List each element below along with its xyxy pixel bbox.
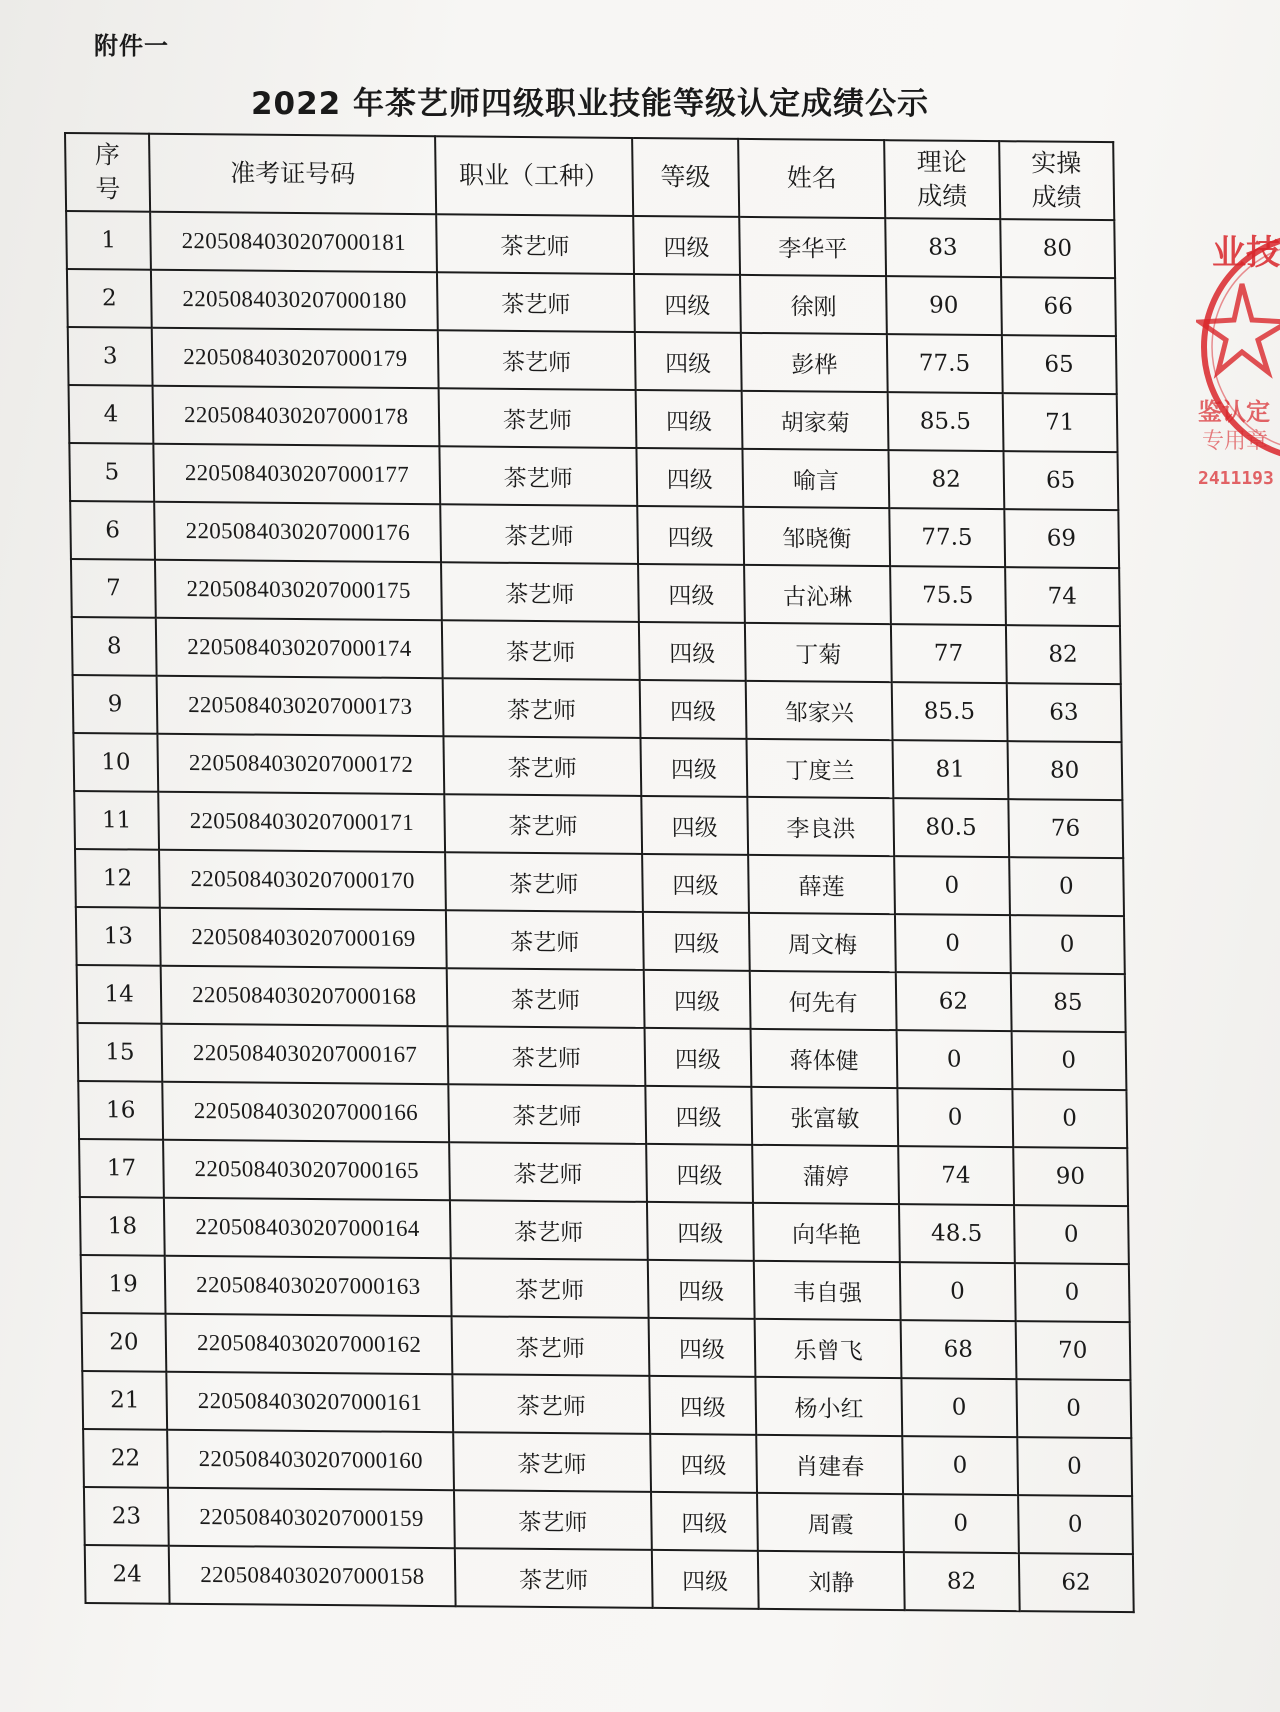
- theory-score-cell: 0: [900, 1262, 1015, 1321]
- occupation-cell: 茶艺师: [450, 1200, 647, 1260]
- level-cell: 四级: [635, 390, 742, 449]
- table-row: [73, 675, 1122, 742]
- exam-id-cell: 2205084030207000170: [159, 850, 446, 910]
- header-exam-id: 准考证号码: [149, 134, 436, 214]
- exam-id-cell: 2205084030207000175: [155, 560, 442, 620]
- theory-score-cell: 77: [891, 624, 1006, 683]
- exam-id-cell: 2205084030207000167: [162, 1024, 449, 1084]
- exam-id-cell: 2205084030207000169: [160, 908, 447, 968]
- exam-id-cell: 2205084030207000160: [167, 1430, 454, 1490]
- practice-score-cell: 0: [1009, 857, 1124, 916]
- level-cell: 四级: [642, 854, 749, 913]
- exam-id-cell: 2205084030207000158: [169, 1546, 456, 1606]
- row-index: 6: [70, 501, 155, 560]
- seal-text-middle: 鉴认定: [1198, 397, 1270, 426]
- level-cell: 四级: [638, 564, 745, 623]
- practice-score-cell: 85: [1010, 973, 1125, 1032]
- name-cell: 周文梅: [749, 913, 896, 972]
- practice-score-cell: 0: [1011, 1031, 1126, 1090]
- practice-score-cell: 0: [1017, 1437, 1132, 1496]
- practice-score-cell: 80: [1007, 741, 1122, 800]
- theory-score-cell: 62: [896, 972, 1011, 1031]
- practice-score-cell: 76: [1008, 799, 1123, 858]
- occupation-cell: 茶艺师: [437, 272, 634, 332]
- theory-score-cell: 80.5: [893, 798, 1008, 857]
- practice-score-cell: 63: [1006, 683, 1121, 742]
- header-practice: [999, 141, 1115, 220]
- exam-id-cell: 2205084030207000163: [165, 1256, 452, 1316]
- level-cell: 四级: [636, 448, 743, 507]
- occupation-cell: 茶艺师: [443, 678, 640, 738]
- seal-text-top: 业技: [1212, 233, 1280, 273]
- level-cell: 四级: [646, 1144, 753, 1203]
- level-cell: 四级: [647, 1260, 754, 1319]
- name-cell: 邹晓衡: [743, 507, 890, 566]
- name-cell: 肖建春: [756, 1435, 903, 1494]
- theory-score-cell: 81: [893, 740, 1008, 799]
- table-row: [69, 443, 1118, 510]
- practice-score-cell: 0: [1014, 1263, 1129, 1322]
- occupation-cell: 茶艺师: [453, 1432, 650, 1492]
- table-header-row: [65, 133, 1114, 220]
- row-index: 2: [67, 269, 152, 328]
- exam-id-cell: 2205084030207000174: [156, 618, 443, 678]
- level-cell: 四级: [634, 274, 741, 333]
- level-cell: 四级: [638, 622, 745, 681]
- theory-score-cell: 82: [904, 1552, 1019, 1611]
- header-theory: [884, 140, 1000, 219]
- table-row: [71, 559, 1120, 626]
- practice-score-cell: 0: [1016, 1379, 1131, 1438]
- row-index: 15: [77, 1023, 162, 1082]
- level-cell: 四级: [651, 1492, 758, 1551]
- theory-score-cell: 68: [901, 1320, 1016, 1379]
- practice-score-cell: 80: [1000, 219, 1115, 278]
- name-cell: 李华平: [739, 217, 886, 276]
- exam-id-cell: 2205084030207000171: [158, 792, 445, 852]
- occupation-cell: 茶艺师: [436, 214, 633, 274]
- occupation-cell: 茶艺师: [445, 852, 642, 912]
- level-cell: 四级: [645, 1086, 752, 1145]
- row-index: 9: [73, 675, 158, 734]
- row-index: 23: [84, 1487, 169, 1546]
- seal-star-icon: [1200, 284, 1280, 372]
- row-index: 7: [71, 559, 156, 618]
- score-table: [64, 132, 1135, 1613]
- header-theory-line1: 理论: [916, 147, 967, 177]
- occupation-cell: 茶艺师: [438, 330, 635, 390]
- row-index: 19: [81, 1255, 166, 1314]
- exam-id-cell: 2205084030207000159: [168, 1488, 455, 1548]
- table-row: [79, 1139, 1128, 1206]
- level-cell: 四级: [633, 216, 740, 275]
- level-cell: 四级: [643, 912, 750, 971]
- name-cell: 胡家菊: [742, 391, 889, 450]
- score-table-body: [66, 211, 1134, 1612]
- level-cell: 四级: [640, 738, 747, 797]
- name-cell: 蒋体健: [751, 1029, 898, 1088]
- table-row: [69, 385, 1118, 452]
- name-cell: 彭桦: [741, 333, 888, 392]
- attachment-label: 附件一: [94, 32, 169, 60]
- row-index: 8: [72, 617, 157, 676]
- theory-score-cell: 0: [894, 856, 1009, 915]
- practice-score-cell: 70: [1015, 1321, 1130, 1380]
- name-cell: 喻言: [743, 449, 890, 508]
- level-cell: 四级: [641, 796, 748, 855]
- theory-score-cell: 85.5: [888, 392, 1003, 451]
- practice-score-cell: 65: [1003, 451, 1118, 510]
- practice-score-cell: 90: [1013, 1147, 1128, 1206]
- name-cell: 韦自强: [754, 1261, 901, 1320]
- seal-ring: [1204, 235, 1280, 459]
- name-cell: 何先有: [750, 971, 897, 1030]
- practice-score-cell: 62: [1018, 1553, 1133, 1612]
- name-cell: 向华艳: [753, 1203, 900, 1262]
- theory-score-cell: 0: [901, 1378, 1016, 1437]
- occupation-cell: 茶艺师: [440, 504, 637, 564]
- practice-score-cell: 0: [1009, 915, 1124, 974]
- header-index-line1: 序: [94, 140, 121, 170]
- exam-id-cell: 2205084030207000164: [164, 1198, 451, 1258]
- name-cell: 张富敏: [752, 1087, 899, 1146]
- row-index: 4: [69, 385, 154, 444]
- occupation-cell: 茶艺师: [455, 1548, 652, 1608]
- theory-score-cell: 0: [895, 914, 1010, 973]
- header-theory-line2: 成绩: [916, 181, 968, 211]
- table-row: [74, 791, 1123, 858]
- occupation-cell: 茶艺师: [448, 1026, 645, 1086]
- header-practice-line2: 成绩: [1031, 182, 1082, 212]
- header-name: 姓名: [738, 139, 885, 218]
- table-row: [67, 269, 1116, 336]
- practice-score-cell: 0: [1014, 1205, 1129, 1264]
- occupation-cell: 茶艺师: [452, 1316, 649, 1376]
- header-index-line2: 号: [95, 174, 121, 204]
- practice-score-cell: 74: [1005, 567, 1120, 626]
- theory-score-cell: 83: [885, 218, 1000, 277]
- row-index: 5: [69, 443, 154, 502]
- occupation-cell: 茶艺师: [449, 1142, 646, 1202]
- theory-score-cell: 85.5: [892, 682, 1007, 741]
- table-row: [77, 965, 1126, 1032]
- row-index: 16: [78, 1081, 163, 1140]
- theory-score-cell: 0: [897, 1030, 1012, 1089]
- name-cell: 邹家兴: [746, 681, 893, 740]
- level-cell: 四级: [650, 1434, 757, 1493]
- name-cell: 周霞: [757, 1493, 904, 1552]
- exam-id-cell: 2205084030207000166: [162, 1082, 449, 1142]
- row-index: 3: [68, 327, 153, 386]
- practice-score-cell: 69: [1004, 509, 1119, 568]
- table-row: [84, 1487, 1133, 1554]
- table-row: [76, 907, 1125, 974]
- level-cell: 四级: [644, 1028, 751, 1087]
- occupation-cell: 茶艺师: [451, 1258, 648, 1318]
- exam-id-cell: 2205084030207000179: [152, 328, 439, 388]
- level-cell: 四级: [651, 1550, 758, 1609]
- seal-text-bottom: 专用章: [1202, 429, 1269, 454]
- practice-score-cell: 82: [1005, 625, 1120, 684]
- table-row: [73, 733, 1122, 800]
- level-cell: 四级: [637, 506, 744, 565]
- document-title: 2022 年茶艺师四级职业技能等级认定成绩公示: [250, 86, 930, 122]
- theory-score-cell: 0: [902, 1436, 1017, 1495]
- row-index: 18: [80, 1197, 165, 1256]
- header-level: 等级: [632, 138, 740, 217]
- exam-id-cell: 2205084030207000178: [153, 386, 440, 446]
- level-cell: 四级: [643, 970, 750, 1029]
- row-index: 12: [75, 849, 160, 908]
- table-row: [81, 1255, 1130, 1322]
- level-cell: 四级: [648, 1318, 755, 1377]
- table-row: [68, 327, 1117, 394]
- theory-score-cell: 48.5: [899, 1204, 1014, 1263]
- header-practice-line1: 实操: [1031, 148, 1082, 178]
- exam-id-cell: 2205084030207000165: [163, 1140, 450, 1200]
- row-index: 22: [83, 1429, 168, 1488]
- name-cell: 丁菊: [745, 623, 892, 682]
- practice-score-cell: 0: [1018, 1495, 1133, 1554]
- name-cell: 丁度兰: [747, 739, 894, 798]
- table-row: [77, 1023, 1126, 1090]
- theory-score-cell: 74: [898, 1146, 1013, 1205]
- row-index: 1: [66, 211, 151, 270]
- row-index: 21: [82, 1371, 167, 1430]
- theory-score-cell: 0: [897, 1088, 1012, 1147]
- table-row: [70, 501, 1119, 568]
- name-cell: 杨小红: [756, 1377, 903, 1436]
- occupation-cell: 茶艺师: [441, 562, 638, 622]
- occupation-cell: 茶艺师: [449, 1084, 646, 1144]
- row-index: 17: [79, 1139, 164, 1198]
- exam-id-cell: 2205084030207000172: [158, 734, 445, 794]
- row-index: 20: [81, 1313, 166, 1372]
- level-cell: 四级: [639, 680, 746, 739]
- table-row: [83, 1429, 1132, 1496]
- occupation-cell: 茶艺师: [447, 968, 644, 1028]
- occupation-cell: 茶艺师: [440, 446, 637, 506]
- theory-score-cell: 0: [903, 1494, 1018, 1553]
- row-index: 13: [76, 907, 161, 966]
- exam-id-cell: 2205084030207000176: [154, 502, 441, 562]
- practice-score-cell: 71: [1002, 393, 1117, 452]
- exam-id-cell: 2205084030207000162: [166, 1314, 453, 1374]
- exam-id-cell: 2205084030207000177: [153, 444, 440, 504]
- occupation-cell: 茶艺师: [446, 910, 643, 970]
- name-cell: 古沁琳: [744, 565, 891, 624]
- name-cell: 薛莲: [748, 855, 895, 914]
- name-cell: 乐曾飞: [755, 1319, 902, 1378]
- name-cell: 刘静: [758, 1551, 905, 1610]
- occupation-cell: 茶艺师: [445, 794, 642, 854]
- level-cell: 四级: [634, 332, 741, 391]
- exam-id-cell: 2205084030207000181: [150, 212, 437, 272]
- header-index: [65, 133, 150, 212]
- theory-score-cell: 82: [889, 450, 1004, 509]
- occupation-cell: 茶艺师: [444, 736, 641, 796]
- exam-id-cell: 2205084030207000180: [151, 270, 438, 330]
- row-index: 14: [77, 965, 162, 1024]
- table-row: [72, 617, 1121, 684]
- table-row: [82, 1371, 1131, 1438]
- name-cell: 李良洪: [748, 797, 895, 856]
- theory-score-cell: 75.5: [890, 566, 1005, 625]
- occupation-cell: 茶艺师: [439, 388, 636, 448]
- seal-code: 2411193: [1198, 468, 1274, 489]
- table-row: [81, 1313, 1130, 1380]
- table-row: [78, 1081, 1127, 1148]
- occupation-cell: 茶艺师: [442, 620, 639, 680]
- practice-score-cell: 66: [1001, 277, 1116, 336]
- exam-id-cell: 2205084030207000161: [166, 1372, 453, 1432]
- table-row: [75, 849, 1124, 916]
- level-cell: 四级: [649, 1376, 756, 1435]
- theory-score-cell: 77.5: [889, 508, 1004, 567]
- exam-id-cell: 2205084030207000168: [161, 966, 448, 1026]
- row-index: 10: [73, 733, 158, 792]
- row-index: 11: [74, 791, 159, 850]
- name-cell: 徐刚: [740, 275, 887, 334]
- theory-score-cell: 90: [886, 276, 1001, 335]
- table-row: [80, 1197, 1129, 1264]
- official-seal-stamp: [1196, 222, 1280, 502]
- header-occupation: 职业（工种）: [435, 136, 632, 216]
- level-cell: 四级: [647, 1202, 754, 1261]
- exam-id-cell: 2205084030207000173: [157, 676, 444, 736]
- table-row: [66, 211, 1115, 278]
- practice-score-cell: 65: [1001, 335, 1116, 394]
- theory-score-cell: 77.5: [887, 334, 1002, 393]
- row-index: 24: [85, 1545, 170, 1604]
- name-cell: 蒲婷: [752, 1145, 899, 1204]
- occupation-cell: 茶艺师: [453, 1374, 650, 1434]
- practice-score-cell: 0: [1012, 1089, 1127, 1148]
- occupation-cell: 茶艺师: [454, 1490, 651, 1550]
- table-row: [85, 1545, 1134, 1612]
